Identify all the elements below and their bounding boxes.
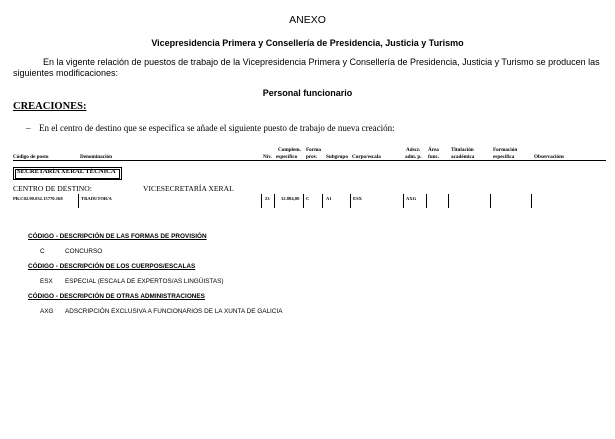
creaciones-heading: CREACIONES: xyxy=(13,101,87,112)
row-codigo: PR.C02.90.032.15770.168 xyxy=(13,196,63,201)
header-subgrupo: Subgrupo xyxy=(326,154,348,160)
header-forma-top: Forma xyxy=(306,147,321,153)
row-forma: C xyxy=(306,196,310,201)
section-title: Personal funcionario xyxy=(262,88,353,98)
header-rule xyxy=(13,160,606,161)
legend-cuerpos-desc: ESPECIAL (ESCALA DE EXPERTOS/AS LINGÜISTAS) xyxy=(65,278,224,285)
row-separator xyxy=(490,194,491,208)
row-separator xyxy=(531,194,532,208)
legend-admin-code: AXG xyxy=(40,308,54,315)
legend-admin-desc: ADSCRIPCIÓN EXCLUSIVA A FUNCIONARIOS DE LA XUNTA DE GALICIA xyxy=(65,308,283,315)
row-separator xyxy=(322,194,323,208)
legend-cuerpos-title: CÓDIGO - DESCRIPCIÓN DE LOS CUERPOS/ESCALAS xyxy=(28,263,196,270)
header-complem-top: Complem. xyxy=(278,147,301,153)
header-area-top: Área xyxy=(428,147,439,153)
legend-cuerpos-code: ESX xyxy=(40,278,53,285)
row-separator xyxy=(261,194,262,208)
header-complem-bottom: específico xyxy=(276,154,298,160)
header-titulacion-top: Titulación xyxy=(451,147,474,153)
row-adscripcion: AXG xyxy=(406,196,417,201)
header-formacion-bottom: específica xyxy=(493,154,515,160)
row-nivel: 23 xyxy=(265,196,270,201)
secretaria-label: SECRETARÍA XERAL TÉCNICA xyxy=(17,168,116,175)
row-separator xyxy=(78,194,79,208)
row-corpo: ESX xyxy=(353,196,362,201)
centro-label: CENTRO DE DESTINO: xyxy=(13,184,92,193)
legend-provision-desc: CONCURSO xyxy=(65,248,103,255)
legend-provision-title: CÓDIGO - DESCRIPCIÓN DE LAS FORMAS DE PROVISIÓN xyxy=(28,233,207,240)
header-formacion-top: Formación xyxy=(493,147,518,153)
header-adscr-top: Adscr. xyxy=(406,147,421,153)
legend-admin-title: CÓDIGO - DESCRIPCIÓN DE OTRAS ADMINISTRACIONES xyxy=(28,293,205,300)
row-separator xyxy=(426,194,427,208)
row-complemento: 12.884,00 xyxy=(281,196,300,201)
creation-text: En el centro de destino que se especifica se añade el siguiente puesto de trabajo de nueva creación: xyxy=(39,123,395,133)
row-denominacion: TRADUTOR/A xyxy=(81,196,112,201)
row-subgrupo: A1 xyxy=(326,196,332,201)
row-separator xyxy=(303,194,304,208)
header-titulacion-bottom: académica xyxy=(451,154,475,160)
header-observaciones: Observacións xyxy=(534,154,564,160)
legend-provision-code: C xyxy=(40,248,45,255)
header-corpo: Corpo/escala xyxy=(352,154,381,160)
creation-bullet: – xyxy=(26,123,31,133)
header-adscr-bottom: adm. p. xyxy=(405,154,422,160)
header-nivel: Nív. xyxy=(263,154,272,160)
document-subtitle: Vicepresidencia Primera y Consellería de Presidencia, Justicia y Turismo xyxy=(151,38,464,48)
header-forma-bottom: prov. xyxy=(306,154,318,160)
row-separator xyxy=(350,194,351,208)
centro-value: VICESECRETARÍA XERAL xyxy=(143,184,234,193)
row-separator xyxy=(403,194,404,208)
row-separator xyxy=(274,194,275,208)
header-denominacion: Denominación xyxy=(80,154,112,160)
header-area-bottom: func. xyxy=(428,154,440,160)
row-separator xyxy=(448,194,449,208)
intro-paragraph: En la vigente relación de puestos de trabajo de la Vicepresidencia Primera y Consellería de Presidencia, Justicia y Turismo se producen las siguientes modificaciones: xyxy=(13,57,600,78)
document-heading: ANEXO xyxy=(289,14,326,26)
header-codigo: Código de posto xyxy=(13,154,49,160)
